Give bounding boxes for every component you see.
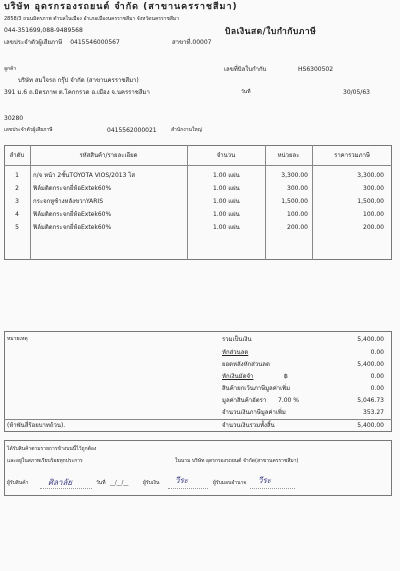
company-branch: 00007	[192, 39, 212, 46]
after-discount-value: 5,400.00	[357, 361, 384, 368]
row-4-desc: ฟิล์มติดกระจกยี่ห้อExtek60%	[33, 211, 112, 218]
row-4-total: 100.00	[363, 211, 384, 218]
invoice-number-label: เลขที่บิลใบกำกับ	[224, 66, 267, 73]
row-3-total: 1,500.00	[357, 198, 384, 205]
company-address: 2858/3 ถนนมิตรภาพ ตำบลในเมือง อำเภอเมืองนครราชสีมา จังหวัดนครราชสีมา	[4, 16, 180, 22]
discount-label: หักส่วนลด	[222, 349, 249, 356]
after-discount-label: ยอดหลังหักส่วนลด	[222, 361, 270, 368]
nonvat-value: 0.00	[370, 385, 384, 392]
received-note: ได้รับสินค้าตามรายการข้างบนนี้ไว้ถูกต้อง	[7, 446, 97, 452]
row-1-no: 1	[15, 172, 19, 179]
vat-label: จำนวนเงินภาษีมูลค่าเพิ่ม	[222, 409, 286, 416]
authorized-label: ผู้รับมอบอำนาจ	[213, 480, 247, 486]
invoice-date: 30/05/63	[343, 89, 370, 96]
row-1-desc: ก/จ หน้า 2ชั้นTOYOTA VIOS/2013 ไส	[33, 172, 136, 179]
goods-value-label: มูลค่าสินค้าอัตรา	[222, 397, 267, 404]
customer-name: บริษัท สมใจรถ กรุ๊ป จำกัด (สาขานครราชสีมา)	[18, 77, 139, 84]
invoice-number: HS6300502	[298, 66, 334, 73]
nonvat-label: สินค้ายกเว้นภาษีมูลค่าเพิ่ม	[222, 385, 291, 392]
vat-value: 353.27	[363, 409, 384, 416]
table-col-divider	[30, 145, 31, 260]
row-5-desc: ฟิล์มติดกระจกยี่ห้อExtek60%	[33, 224, 112, 231]
row-3-qty: 1.00 แผ่น	[213, 198, 240, 205]
row-5-total: 200.00	[363, 224, 384, 231]
company-name: บริษัท อุดรกรองรถยนต์ จำกัด (สาขานครราชสีมา)	[4, 2, 238, 12]
row-2-no: 2	[15, 185, 19, 192]
grand-total-label: จำนวนเงินรวมทั้งสิ้น	[222, 422, 275, 429]
receive-date-blank: __/__/__	[110, 480, 129, 486]
row-3-unit: 1,500.00	[281, 198, 308, 205]
receiver-label: ผู้รับสินค้า	[7, 480, 29, 486]
goods-value: 5,046.73	[357, 397, 384, 404]
subtotal-value: 5,400.00	[357, 336, 384, 343]
company-phone: 044-351699,088-9489568	[4, 27, 83, 34]
collector-label: ผู้รับเงิน	[143, 480, 160, 486]
header-qty: จำนวน	[216, 152, 236, 159]
document-title: บิลเงินสด/ใบกำกับภาษี	[225, 27, 317, 37]
row-4-no: 4	[15, 211, 19, 218]
row-2-unit: 300.00	[287, 185, 308, 192]
row-2-total: 300.00	[363, 185, 384, 192]
header-total: ราคารวมภาษี	[334, 152, 370, 159]
row-1-qty: 1.00 แผ่น	[213, 172, 240, 179]
header-description: รหัสสินค้า/รายละเอียด	[79, 152, 138, 159]
row-1-total: 3,300.00	[357, 172, 384, 179]
subtotal-label: รวมเป็นเงิน	[222, 336, 252, 343]
row-1-unit: 3,300.00	[281, 172, 308, 179]
deposit-mark: ฿	[284, 373, 288, 380]
company-tax-id-label: เลขประจำตัวผู้เสียภาษี	[4, 39, 63, 46]
receive-date-label: วันที่	[96, 480, 106, 486]
company-tax-id: 0415546000567	[70, 39, 120, 46]
customer-postcode: 30280	[4, 115, 24, 122]
authorized-signature: วีระ	[258, 476, 272, 485]
invoice-date-label: วันที่	[241, 89, 251, 95]
company-branch-label: สาขาที่.	[172, 39, 193, 46]
row-5-qty: 1.00 แผ่น	[213, 224, 240, 231]
on-behalf-of: ในนาม บริษัท อุดรกรองรถยนต์ จำกัด(สาขานครราชสีมา)	[175, 458, 299, 464]
total-divider	[4, 419, 392, 420]
header-no: ลำดับ	[9, 152, 25, 159]
deposit-label: หักเงินมัดจำ	[222, 373, 254, 380]
row-4-qty: 1.00 แผ่น	[213, 211, 240, 218]
authorized-sign-line	[250, 488, 295, 489]
row-5-no: 5	[15, 224, 19, 231]
table-col-divider	[187, 145, 188, 260]
row-3-no: 3	[15, 198, 19, 205]
discount-value: 0.00	[370, 349, 384, 356]
row-4-unit: 100.00	[287, 211, 308, 218]
customer-tax-id-label: เลขประจำตัวผู้เสียภาษี	[4, 127, 53, 133]
row-3-desc: กระจกหูช้างหลังขวาYARIS	[33, 198, 104, 205]
grand-total-value: 5,400.00	[357, 422, 384, 429]
amount-in-words: (ห้าพันสี่ร้อยบาทถ้วน).	[7, 422, 66, 429]
customer-tax-id: 0415562000021	[107, 127, 157, 134]
row-2-qty: 1.00 แผ่น	[213, 185, 240, 192]
collector-signature: วีระ	[175, 476, 189, 485]
customer-office: สำนักงานใหญ่	[171, 127, 202, 133]
remarks-label: หมายเหตุ	[7, 336, 28, 342]
customer-label: ลูกค้า	[4, 66, 17, 72]
receiver-signature: ศิลาลัย	[48, 478, 73, 487]
deposit-value: 0.00	[370, 373, 384, 380]
table-header-divider	[4, 165, 392, 166]
row-2-desc: ฟิล์มติดกระจกยี่ห้อExtek60%	[33, 185, 112, 192]
company-tax-id-row	[4, 39, 120, 46]
condition-note: และอยู่ในสภาพเรียบร้อยทุกประการ	[7, 458, 83, 464]
summary-box	[4, 331, 392, 432]
vat-rate: 7.00 %	[278, 397, 299, 404]
company-branch-row	[172, 39, 211, 46]
header-unit-price: หน่วยละ	[277, 152, 300, 159]
customer-address: 391 ม.6 ถ.มิตรภาพ ต.โคกกรวด อ.เมือง จ.นครราชสีมา	[4, 89, 150, 96]
collector-sign-line	[168, 488, 208, 489]
row-5-unit: 200.00	[287, 224, 308, 231]
